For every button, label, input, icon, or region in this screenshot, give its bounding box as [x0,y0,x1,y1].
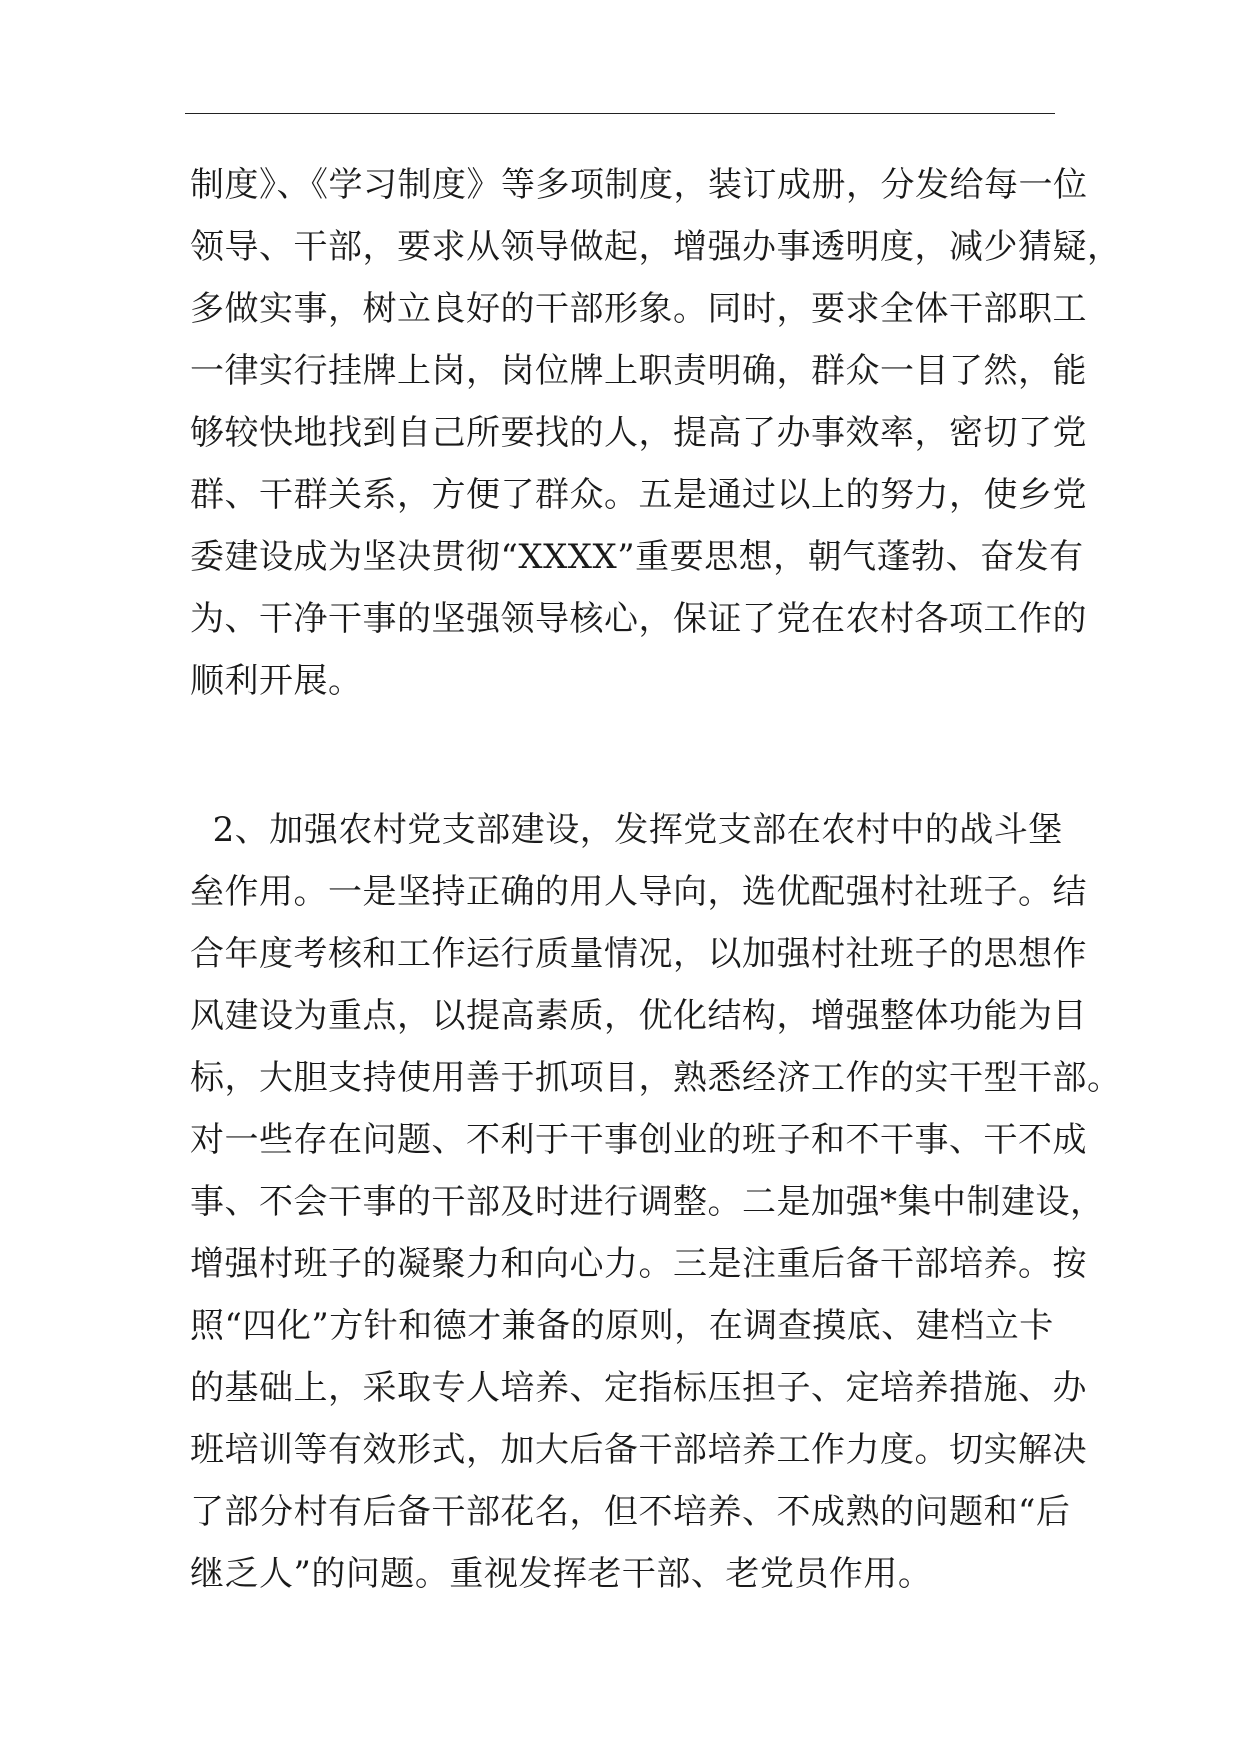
paragraph-2 [190,799,1122,1605]
text-line: 对一些存在问题、不利于干事创业的班子和不干事、干不成 [190,1120,1087,1160]
text-line: 领导、干部，要求从领导做起，增强办事透明度，减少猜疑， [190,227,1122,267]
text-line: 制度》、《学习制度》等多项制度，装订成册，分发给每一位 [190,165,1088,205]
text-line: 垒作用。一是坚持正确的用人导向，选优配强村社班子。结 [190,872,1087,912]
text-line: 群、干群关系，方便了群众。五是通过以上的努力，使乡党 [190,475,1087,515]
text-line: 班培训等有效形式，加大后备干部培养工作力度。切实解决 [190,1430,1087,1470]
text-line: 为、干净干事的坚强领导核心，保证了党在农村各项工作的 [190,599,1087,639]
text-line: 一律实行挂牌上岗，岗位牌上职责明确，群众一目了然，能 [190,351,1087,391]
text-line: 风建设为重点，以提高素质，优化结构，增强整体功能为目 [190,996,1087,1036]
text-line: 多做实事，树立良好的干部形象。同时，要求全体干部职工 [190,289,1087,329]
paragraph-1 [190,154,1122,712]
text-line: 够较快地找到自己所要找的人，提高了办事效率，密切了党 [190,413,1087,453]
text-line: 合年度考核和工作运行质量情况，以加强村社班子的思想作 [190,934,1087,974]
text-line: 继乏人”的问题。重视发挥老干部、老党员作用。 [190,1554,933,1594]
text-line: 委建设成为坚决贯彻“XXXX”重要思想，朝气蓬勃、奋发有 [190,537,1084,577]
text-line: 照“四化”方针和德才兼备的原则，在调查摸底、建档立卡 [190,1306,1054,1346]
text-line: 顺利开展。 [190,661,363,701]
text-line: 增强村班子的凝聚力和向心力。三是注重后备干部培养。按 [190,1244,1087,1284]
text-line: 标，大胆支持使用善于抓项目，熟悉经济工作的实干型干部。 [190,1058,1122,1098]
text-line: 了部分村有后备干部花名，但不培养、不成熟的问题和“后 [190,1492,1071,1532]
text-line: 2、加强农村党支部建设，发挥党支部在农村中的战斗堡 [190,810,1063,850]
text-line: 的基础上，采取专人培养、定指标压担子、定培养措施、办 [190,1368,1087,1408]
header-rule [185,113,1055,114]
text-line: 事、不会干事的干部及时进行调整。二是加强*集中制建设， [190,1182,1105,1222]
